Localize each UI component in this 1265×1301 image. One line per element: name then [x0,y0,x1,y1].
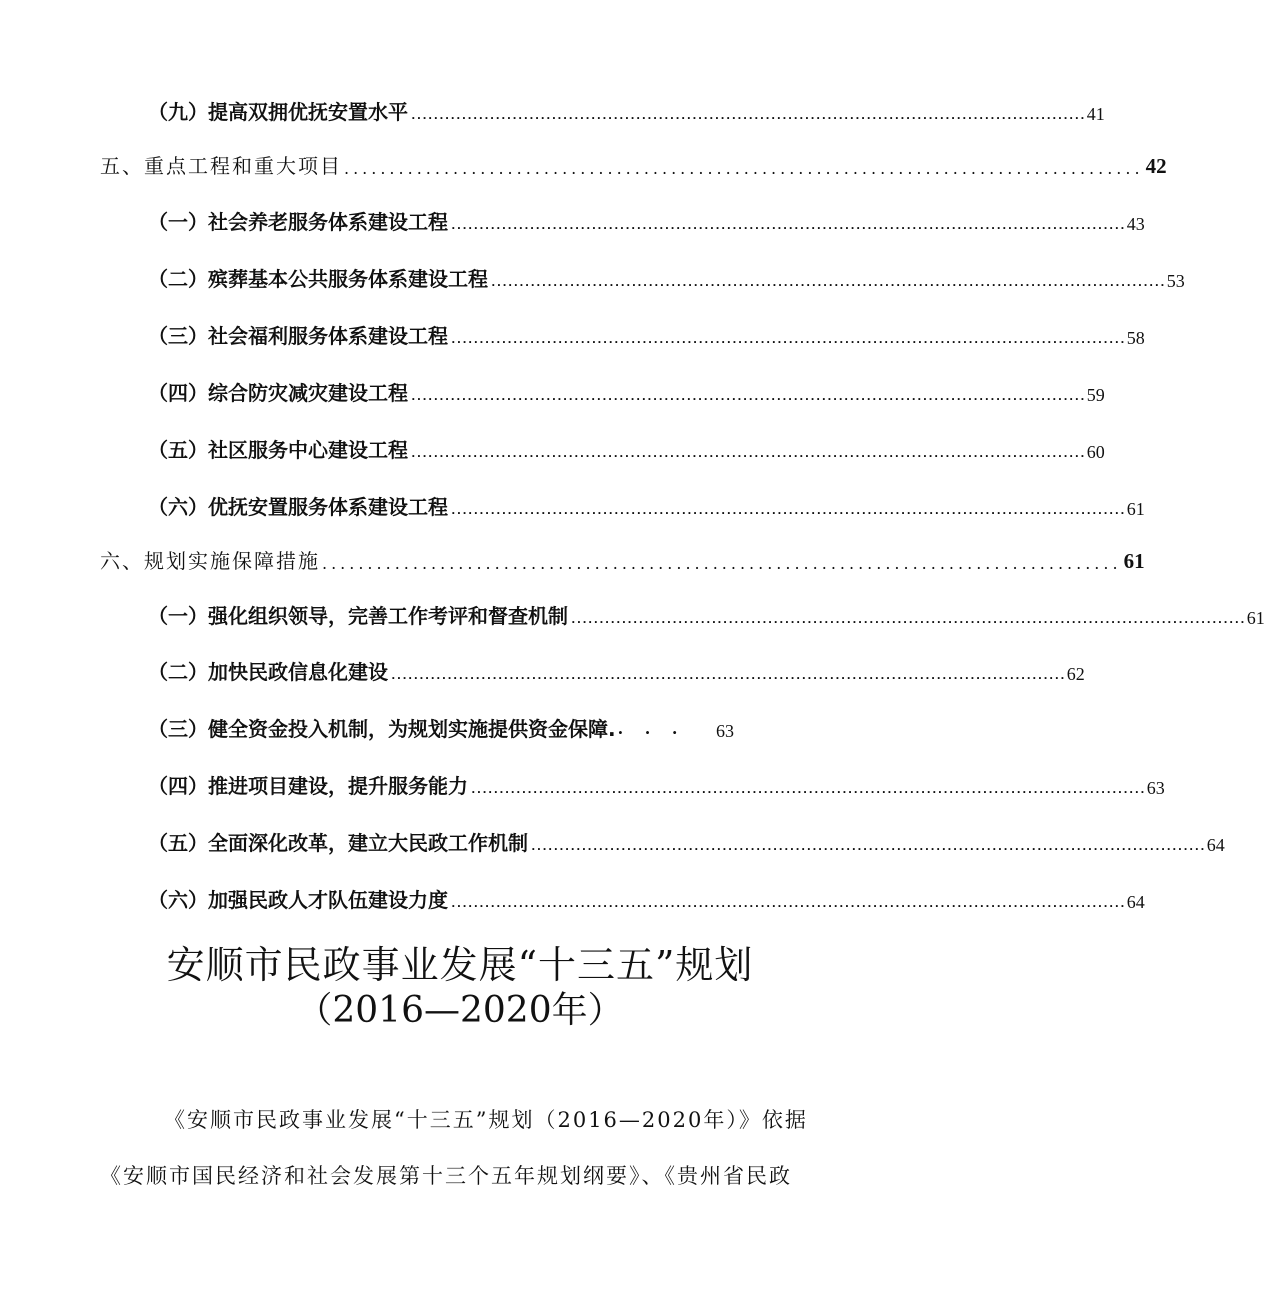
toc-entry-page: 62 [1066,664,1085,684]
toc-entry-page: 59 [1086,385,1105,405]
toc-entry[interactable] [148,770,1165,799]
toc-entry-label: （三）健全资金投入机制，为规划实施提供资金保障. [148,717,616,741]
toc-entry-page: 61 [1126,499,1145,519]
toc-entry-page: 42 [1145,154,1167,178]
dot-leader: ........................................................................................................................ [530,840,1205,853]
toc-entry-label: （二）殡葬基本公共服务体系建设工程 [148,267,488,291]
toc-entry-label: （九）提高双拥优抚安置水平 [148,100,408,124]
toc-entry[interactable] [148,656,1085,685]
toc-entry-page: 53 [1166,271,1185,291]
toc-entry-label: 五、重点工程和重大项目 [100,154,342,178]
toc-entry[interactable] [148,713,734,742]
dot-leader: · · · [617,723,686,742]
toc-entry-page: 61 [1246,608,1265,628]
toc-entry-label: （六）加强民政人才队伍建设力度 [148,888,448,912]
toc-entry-page: 58 [1126,328,1145,348]
dot-leader: ........................................................................................................................ [410,109,1085,122]
dot-leader: ........................................................................................................................ [470,783,1145,796]
toc-entry-page: 64 [1126,892,1145,912]
toc-entry[interactable] [100,150,1167,179]
dot-leader: ........................................................................................................................ [490,276,1165,289]
dot-leader: ........................................................................................ [344,159,1144,178]
toc-entry[interactable] [148,434,1105,463]
toc-entry-label: （四）推进项目建设，提升服务能力 [148,774,468,798]
toc-entry[interactable] [148,96,1105,125]
toc-entry-label: （六）优抚安置服务体系建设工程 [148,495,448,519]
toc-entry[interactable] [148,491,1145,520]
toc-entry-page: 63 [716,721,734,741]
dot-leader: ........................................................................................................................ [410,447,1085,460]
document-title: 安顺市民政事业发展“十三五”规划 [166,943,754,987]
toc-entry-label: （一）社会养老服务体系建设工程 [148,210,448,234]
toc-entry-label: （一）强化组织领导，完善工作考评和督查机制 [148,604,568,628]
toc-entry[interactable] [148,884,1145,913]
dot-leader: ........................................................................................ [322,554,1122,573]
toc-entry-label: （二）加快民政信息化建设 [148,660,388,684]
toc-entry[interactable] [148,263,1185,292]
body-paragraph: 《安顺市民政事业发展“十三五”规划（2016—2020年）》依据《安顺市国民经济和社会发展第十三个五年规划纲要》、《贵州省民政 [100,1108,808,1188]
toc-entry[interactable] [148,320,1145,349]
toc-entry-page: 41 [1086,104,1105,124]
dot-leader: ........................................................................................................................ [450,219,1125,232]
toc-entry-page: 63 [1146,778,1165,798]
dot-leader: ........................................................................................................................ [570,613,1245,626]
dot-leader: ........................................................................................................................ [410,390,1085,403]
toc-entry[interactable] [100,545,1145,574]
toc-entry[interactable] [148,377,1105,406]
toc-entry-page: 60 [1086,442,1105,462]
toc-entry-page: 61 [1123,549,1145,573]
toc-entry[interactable] [148,206,1145,235]
toc-entry[interactable] [148,600,1265,629]
toc-entry-label: （三）社会福利服务体系建设工程 [148,324,448,348]
dot-leader: ........................................................................................................................ [450,897,1125,910]
toc-entry-label: （四）综合防灾减灾建设工程 [148,381,408,405]
dot-leader: ........................................................................................................................ [450,504,1125,517]
dot-leader: ........................................................................................................................ [450,333,1125,346]
toc-entry-label: （五）社区服务中心建设工程 [148,438,408,462]
dot-leader: ........................................................................................................................ [390,669,1065,682]
toc-entry[interactable] [148,827,1225,856]
toc-entry-page: 64 [1206,835,1225,855]
document-subtitle: （2016—2020年） [296,990,624,1031]
toc-entry-label: （五）全面深化改革，建立大民政工作机制 [148,831,528,855]
toc-entry-label: 六、规划实施保障措施 [100,549,320,573]
toc-entry-page: 43 [1126,214,1145,234]
